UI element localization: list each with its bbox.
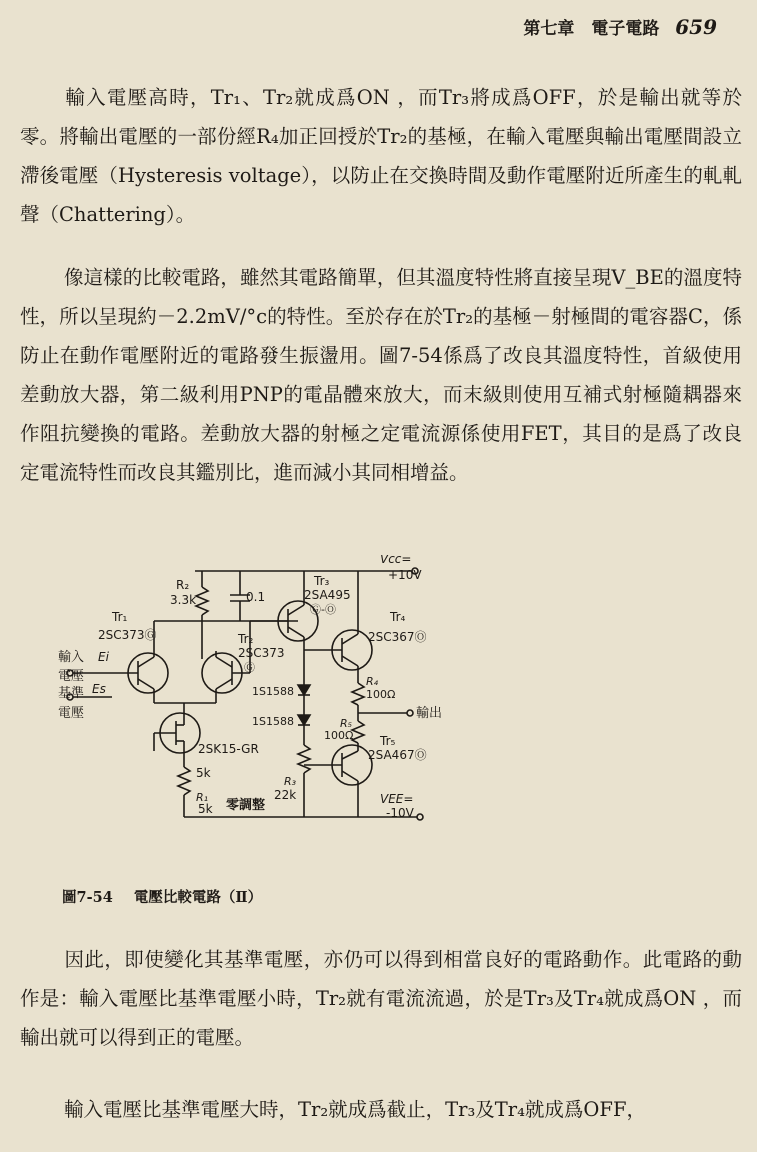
tr2-label: Tr₂ [238,632,254,646]
reference-label: 基準 [58,686,85,701]
vee-label: VEE= [380,792,414,806]
tr3-part: 2SA495 [304,588,351,602]
paragraph-3: 因此，即使變化其基準電壓，亦仍可以得到相當良好的電路動作。此電路的動作是：輸入電壓比基準電壓小時，Tr₂就有電流流過，於是Tr₃及Tr₄就成爲ON ，而輸出就可以得到正的電壓。 [20,948,742,1049]
diode-1-label: 1S1588 [252,685,294,698]
fet-part: 2SK15-GR [198,742,259,756]
reference-es: Es [92,682,106,696]
r1-value: 5k [198,802,213,816]
page-header [523,14,717,39]
paragraph-4: 輸入電壓比基準電壓大時，Tr₂就成爲截止，Tr₃及Tr₄就成爲OFF， [64,1098,646,1121]
capacitor-value: 0.1 [246,590,266,604]
r3-label: R₃ [284,775,297,788]
tr5-label: Tr₅ [380,734,396,748]
figure-number: 圖7-54 [62,889,113,906]
tr2-rank: Ⓖ [244,661,255,674]
paragraph-1: 輸入電壓高時，Tr₁、Tr₂就成爲ON ，而Tr₃將成爲OFF，於是輸出就等於零。將輸出電壓的一部份經R₄加正回授於Tr₂的基極，在輸入電壓與輸出電壓間設立滯後電壓（Hysteresis voltage），以防止在交換時間及動作電壓附近所產生的軋軋聲（Chattering）。 [20,86,742,226]
input-voltage-label: 電壓 [58,669,85,684]
r4-label: R₄ [366,675,379,688]
figure-caption [62,886,262,907]
circuit-diagram [50,555,450,827]
page-number: 659 [675,15,717,39]
chapter-title: 第七章 電子電路 [523,19,660,39]
paragraph-2: 像這樣的比較電路，雖然其電路簡單，但其溫度特性將直接呈現V_BE的溫度特性，所以呈現約－2.2mV/°c的特性。至於存在於Tr₂的基極－射極間的電容器C，係防止在動作電壓附近的電路發生振盪用。圖7-54係爲了改良其溫度特性，首級使用差動放大器，第二級利用PNP的電晶體來放大，而末級則使用互補式射極隨耦器來作阻抗變換的電路。差動放大器的射極之定電流源係使用FET，其目的是爲了改良定電流特性而改良其鑑別比，進而減小其同相增益。 [20,266,742,484]
tr1-label: Tr₁ [112,610,128,624]
vcc-label: Vcc= [380,555,412,566]
r1-label: R₁ [196,791,209,804]
r2-label: R₂ [176,578,190,592]
tr4-part: 2SC367Ⓞ [368,630,427,644]
tr3-label: Tr₃ [314,574,330,588]
r4-value: 100Ω [366,688,396,701]
r5-value: 100Ω [324,729,354,742]
r2-value: 3.3k [170,593,197,607]
vee-value: -10V [386,806,414,820]
input-ei: Ei [98,650,109,664]
reference-voltage-label: 電壓 [58,706,85,721]
vcc-value: +10V [388,568,422,582]
diode-2-label: 1S1588 [252,715,294,728]
zero-adjust-label: 零調整 [226,798,266,813]
source-resistor-value: 5k [196,766,211,780]
tr3-rank: Ⓖ-Ⓞ [310,603,336,616]
tr2-part: 2SC373 [238,646,285,660]
tr1-part: 2SC373Ⓖ [98,628,157,642]
output-label: 輸出 [416,706,443,721]
figure-title: 電壓比較電路（Ⅱ） [133,889,263,906]
r3-value: 22k [274,788,297,802]
tr5-part: 2SA467Ⓞ [368,748,427,762]
tr4-label: Tr₄ [390,610,406,624]
r5-label: R₅ [340,717,353,730]
input-label: 輸入 [58,650,85,665]
